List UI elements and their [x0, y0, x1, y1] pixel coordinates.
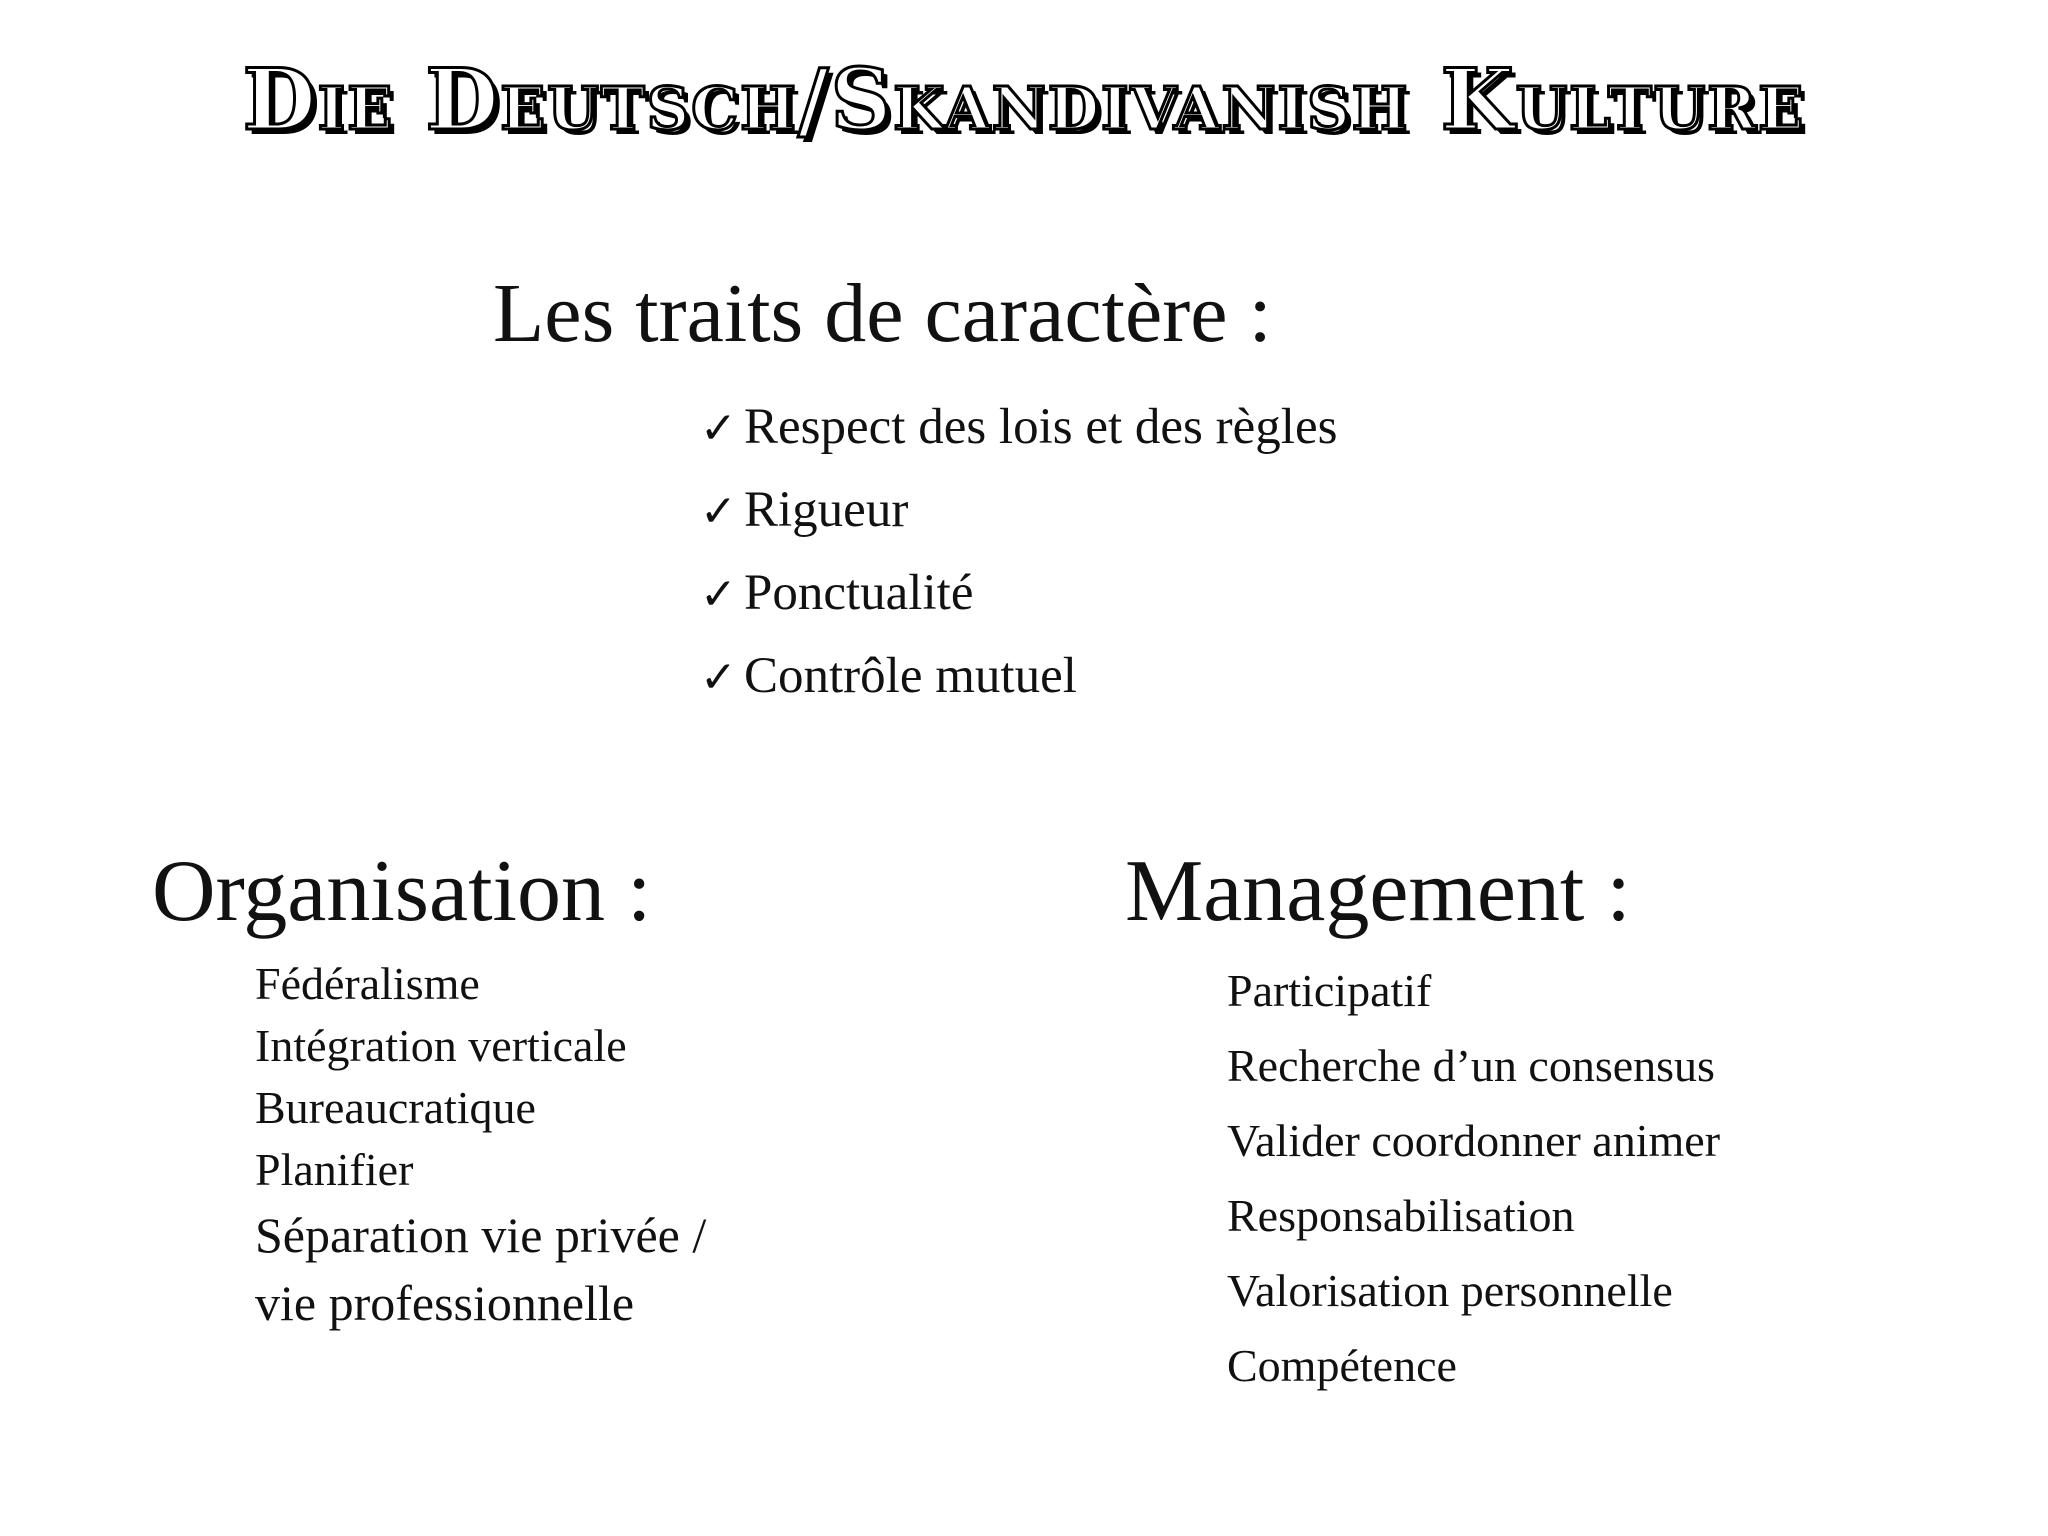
management-item: Valorisation personnelle — [1227, 1265, 1673, 1316]
traits-item-label: Contrôle mutuel — [744, 648, 1077, 704]
organisation-item: Planifier — [255, 1144, 414, 1195]
traits-item — [700, 564, 1337, 647]
management-item: Participatif — [1227, 965, 1432, 1016]
traits-heading: Les traits de caractère : — [493, 267, 1272, 360]
checkmark-icon: ✓ — [700, 486, 737, 537]
organisation-item: Intégration verticale — [255, 1020, 627, 1071]
organisation-item: Bureaucratique — [255, 1082, 536, 1133]
traits-item-label: Ponctualité — [744, 565, 974, 621]
organisation-item: vie professionnelle — [255, 1275, 635, 1331]
checkmark-icon: ✓ — [700, 403, 737, 454]
organisation-heading: Organisation : — [152, 843, 652, 940]
traits-list — [700, 398, 1337, 730]
management-heading: Management : — [1125, 843, 1631, 940]
management-item: Responsabilisation — [1227, 1190, 1575, 1241]
traits-item — [700, 398, 1337, 481]
management-item: Valider coordonner animer — [1227, 1115, 1721, 1166]
checkmark-icon: ✓ — [700, 569, 737, 620]
organisation-list — [255, 953, 706, 1337]
traits-item-label: Rigueur — [744, 482, 909, 538]
organisation-item: Séparation vie privée / — [255, 1207, 707, 1263]
traits-item — [700, 481, 1337, 564]
management-item: Compétence — [1227, 1340, 1457, 1391]
slide-title: Die Deutsch/Skandivanish Kulture — [242, 50, 1806, 149]
organisation-item: Fédéralisme — [255, 958, 480, 1009]
traits-item — [700, 647, 1337, 730]
management-item: Recherche d’un consensus — [1227, 1040, 1715, 1091]
management-list — [1227, 963, 1720, 1413]
checkmark-icon: ✓ — [700, 652, 737, 703]
traits-item-label: Respect des lois et des règles — [744, 399, 1338, 455]
